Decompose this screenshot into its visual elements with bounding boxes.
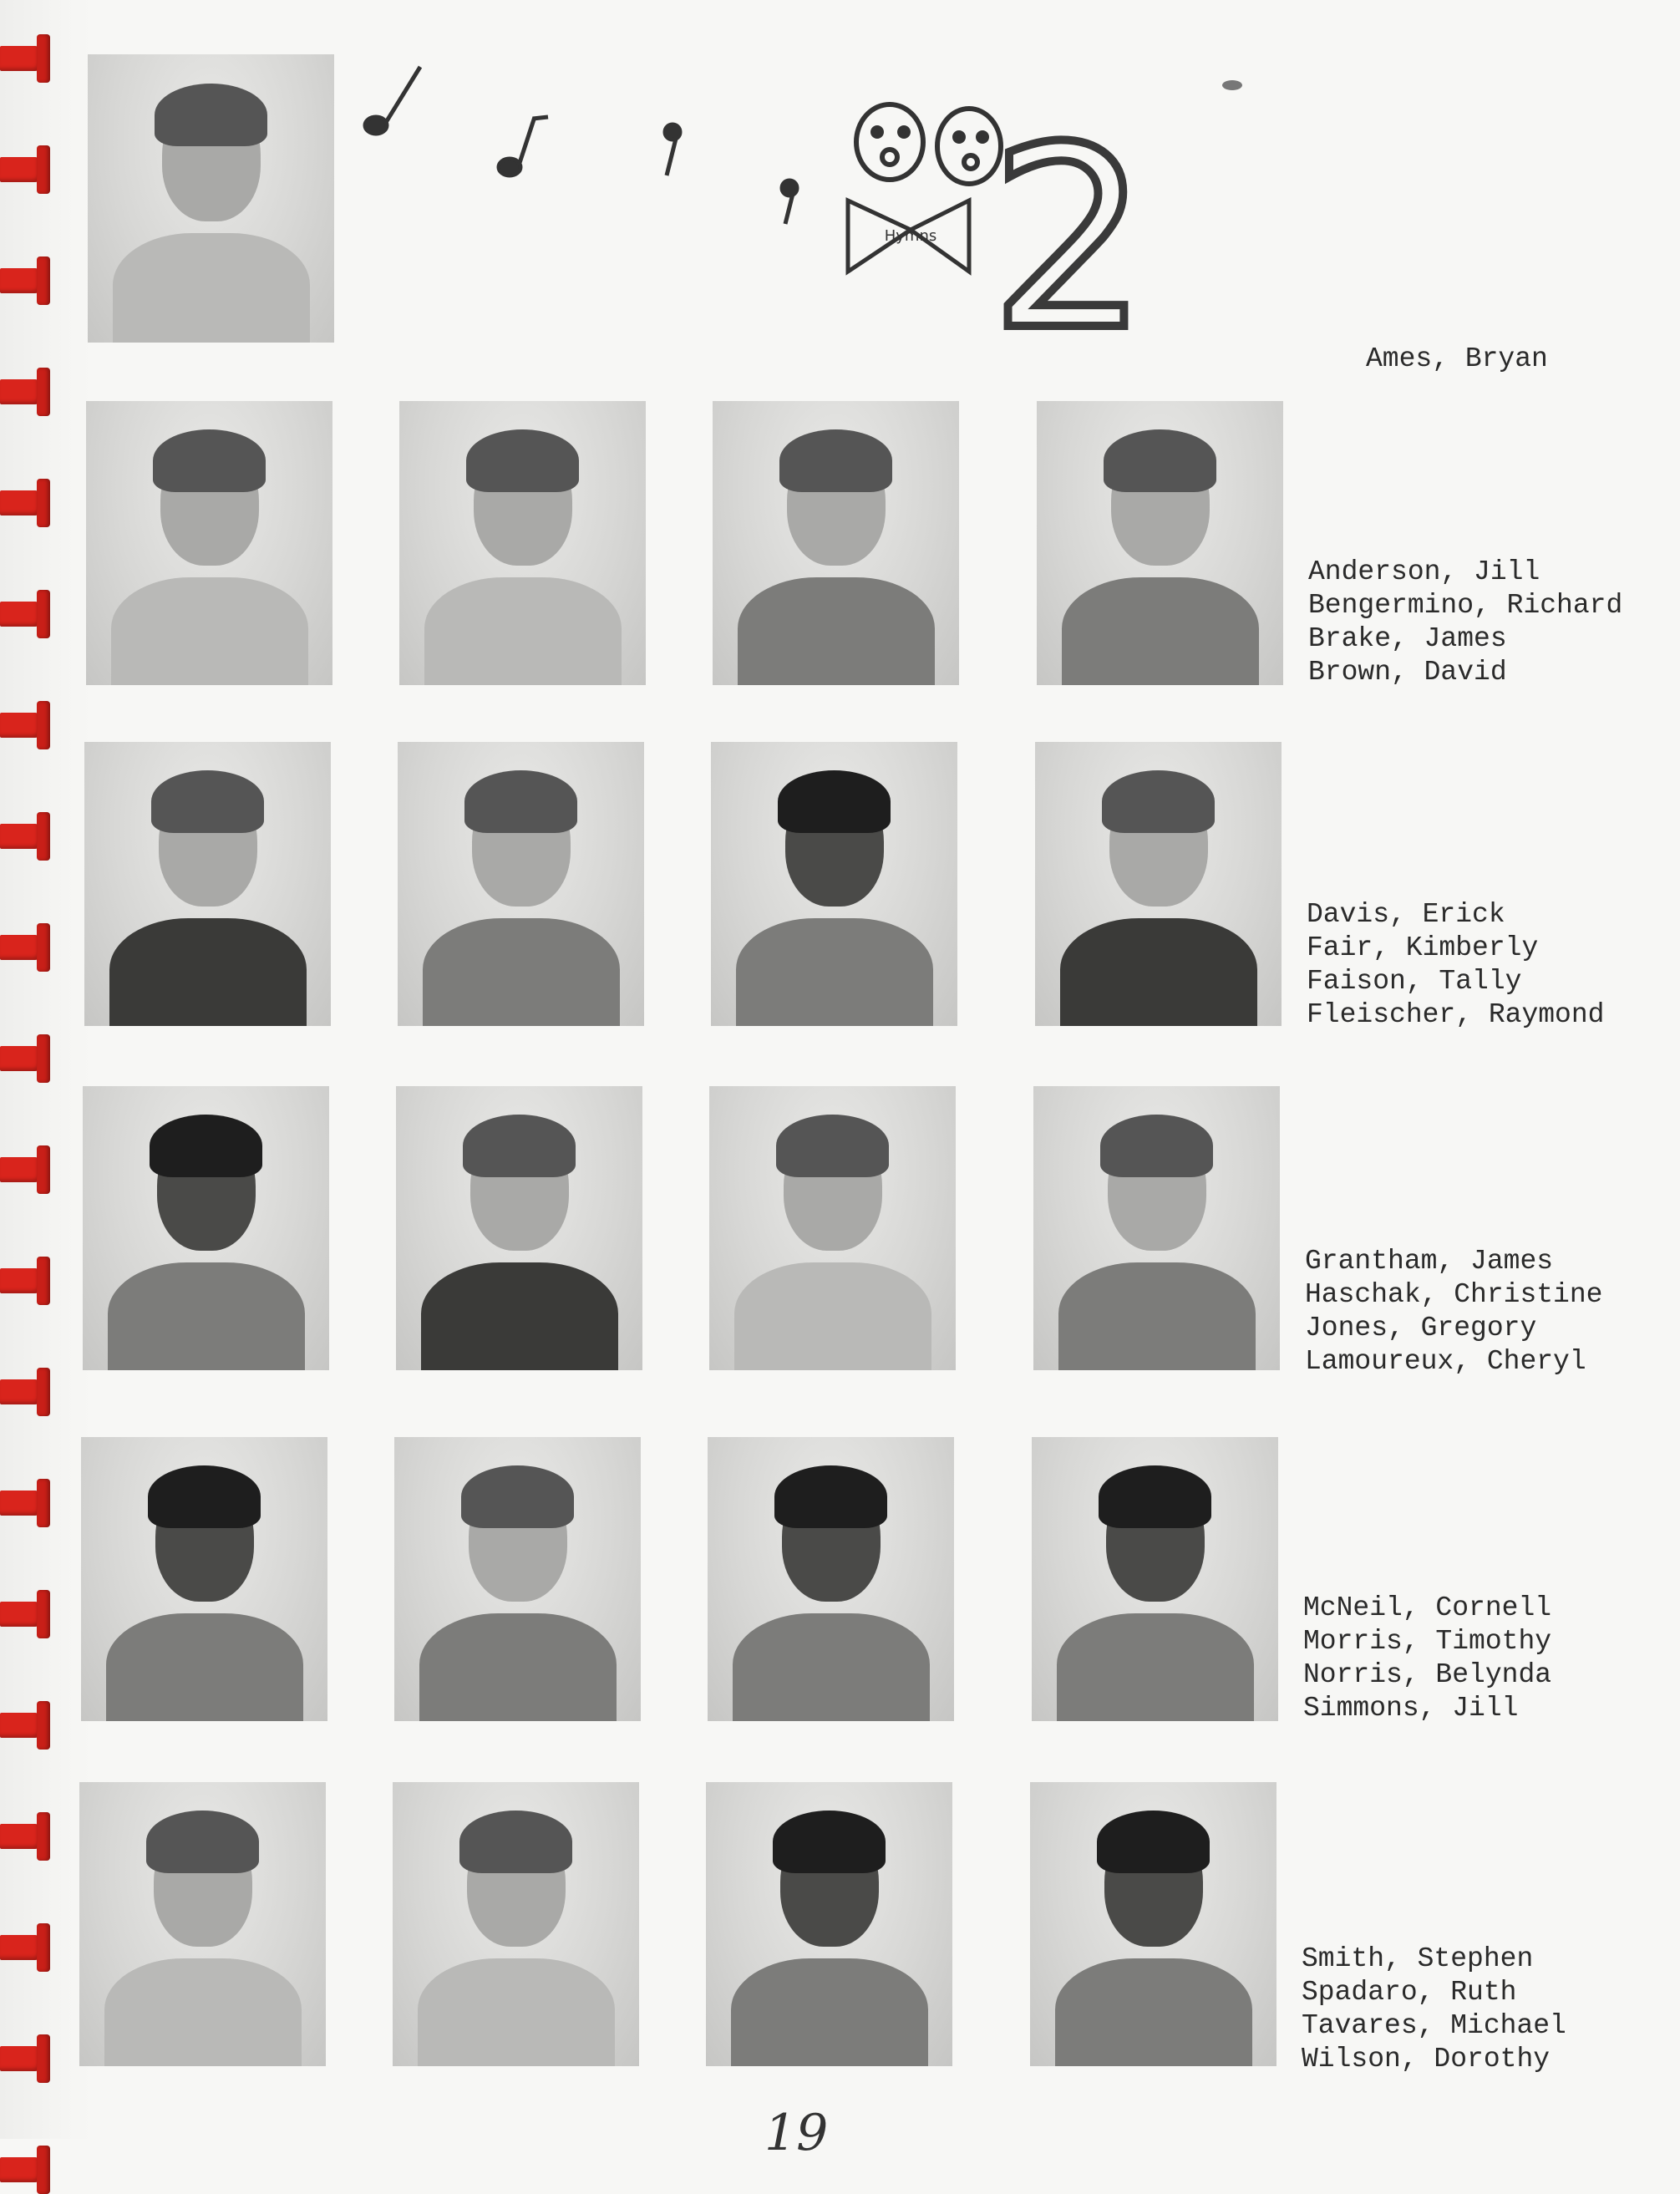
student-name: Davis, Erick <box>1307 899 1505 930</box>
student-photo <box>84 742 331 1026</box>
student-name: Spadaro, Ruth <box>1302 1977 1517 2008</box>
student-name: Tavares, Michael <box>1302 2010 1566 2041</box>
student-name-list <box>1305 1245 1602 1379</box>
binding-ring <box>0 2157 52 2182</box>
binding-ring <box>0 1268 52 1293</box>
student-name: Norris, Belynda <box>1303 1659 1552 1690</box>
binding-ring <box>0 935 52 960</box>
student-photo <box>88 54 334 343</box>
student-photo <box>83 1086 329 1370</box>
student-photo <box>79 1782 326 2066</box>
student-name: Fleischer, Raymond <box>1307 999 1605 1030</box>
student-photo <box>1037 401 1283 685</box>
binding-ring <box>0 2046 52 2071</box>
student-name: Grantham, James <box>1305 1246 1554 1277</box>
big-numeral: 2 <box>989 94 1150 351</box>
student-photo <box>398 742 644 1026</box>
student-photo <box>709 1086 956 1370</box>
student-name: Smith, Stephen <box>1302 1943 1534 1974</box>
student-photo <box>1032 1437 1278 1721</box>
student-photo <box>706 1782 952 2066</box>
header-doodles <box>334 50 1295 351</box>
student-name: Morris, Timothy <box>1303 1626 1552 1657</box>
student-name: Faison, Tally <box>1307 966 1522 997</box>
student-name: Brake, James <box>1308 623 1507 654</box>
student-photo <box>393 1782 639 2066</box>
page-number: 19 <box>764 2104 829 2162</box>
student-photo <box>708 1437 954 1721</box>
singing-faces-icon <box>856 104 1001 184</box>
ink-smudge-icon <box>1222 80 1242 90</box>
binding-ring <box>0 1379 52 1404</box>
student-photo <box>1033 1086 1280 1370</box>
student-name: McNeil, Cornell <box>1303 1592 1552 1623</box>
student-photo <box>713 401 959 685</box>
binding-ring <box>0 602 52 627</box>
student-photo <box>86 401 332 685</box>
student-name-list <box>1307 898 1604 1032</box>
student-name-list <box>1366 343 1548 376</box>
binding-ring <box>0 1713 52 1738</box>
student-name-list <box>1303 1592 1551 1725</box>
student-photo <box>711 742 957 1026</box>
binding-ring <box>0 1046 52 1071</box>
student-photo <box>1035 742 1282 1026</box>
student-photo <box>396 1086 642 1370</box>
binding-ring <box>0 46 52 71</box>
hymns-label: Hymns <box>884 227 937 245</box>
binding-ring <box>0 1824 52 1849</box>
student-photo <box>1030 1782 1276 2066</box>
student-name: Ames, Bryan <box>1366 343 1548 374</box>
binding-ring <box>0 379 52 404</box>
student-name: Simmons, Jill <box>1303 1693 1519 1724</box>
binding-ring <box>0 268 52 293</box>
student-name: Brown, David <box>1308 657 1507 688</box>
binding-ring <box>0 1935 52 1960</box>
binding-ring <box>0 157 52 182</box>
student-name: Fair, Kimberly <box>1307 932 1539 963</box>
student-name: Jones, Gregory <box>1305 1313 1537 1343</box>
student-photo <box>399 401 646 685</box>
music-note-icon <box>365 67 797 224</box>
binding-ring <box>0 824 52 849</box>
student-name: Lamoureux, Cheryl <box>1305 1346 1586 1377</box>
student-name: Anderson, Jill <box>1308 556 1540 587</box>
binding-ring <box>0 1491 52 1516</box>
student-name-list <box>1302 1943 1566 2076</box>
spiral-binding <box>0 0 92 2139</box>
student-name: Wilson, Dorothy <box>1302 2044 1551 2075</box>
student-photo <box>81 1437 327 1721</box>
student-name-list <box>1308 556 1622 689</box>
student-name: Haschak, Christine <box>1305 1279 1603 1310</box>
binding-ring <box>0 490 52 515</box>
student-name: Bengermino, Richard <box>1308 590 1623 621</box>
binding-ring <box>0 713 52 738</box>
binding-ring <box>0 1602 52 1627</box>
student-photo <box>394 1437 641 1721</box>
binding-ring <box>0 1157 52 1182</box>
